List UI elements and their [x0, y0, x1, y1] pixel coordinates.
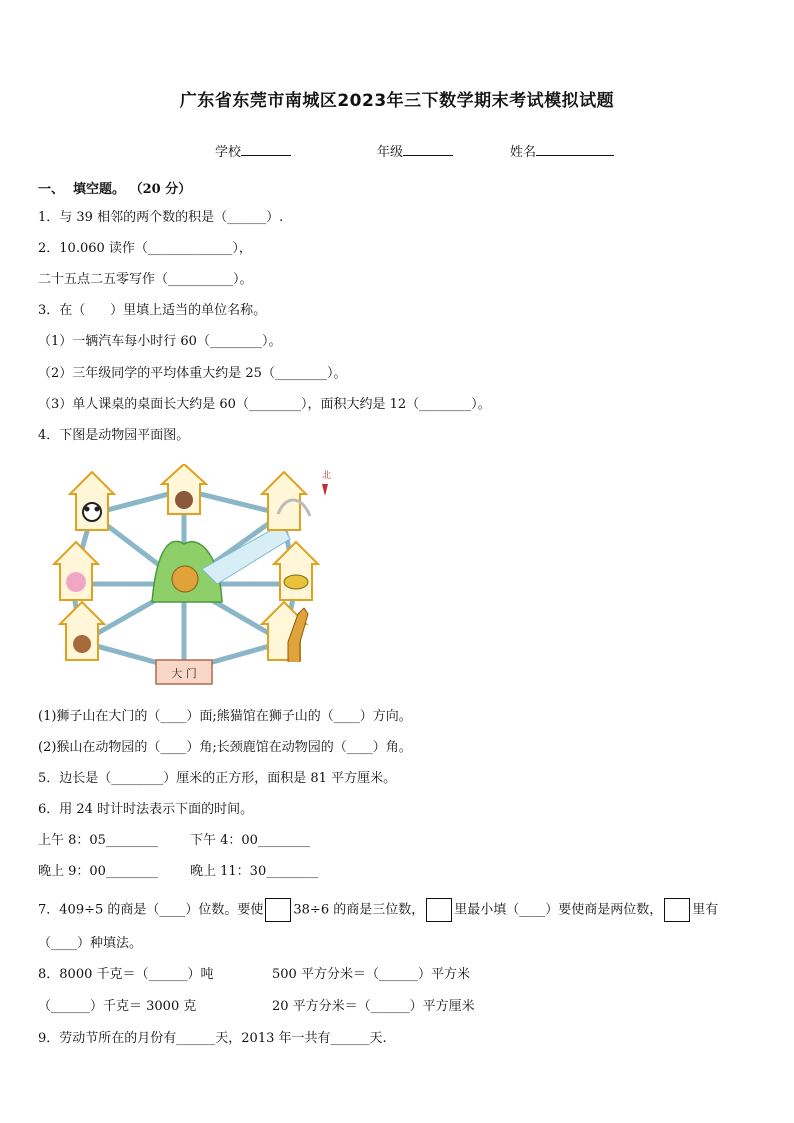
- gate-label: 大 门: [171, 667, 197, 680]
- gorilla-icon: [175, 491, 193, 509]
- question-8a: 8．8000 千克＝（______）吨: [38, 967, 214, 982]
- monkey-icon: [73, 635, 91, 653]
- grade-label: 年级: [377, 145, 404, 160]
- north-arrow-icon: [322, 484, 328, 496]
- time-2: 下午 4：00________: [190, 833, 310, 848]
- question-1: 1．与 39 相邻的两个数的积是（______）.: [38, 210, 284, 225]
- question-8c: （______）千克＝ 3000 克: [38, 999, 197, 1014]
- question-2b: 二十五点二五零写作（__________）。: [38, 272, 253, 287]
- school-blank[interactable]: [241, 143, 291, 156]
- question-3-3: （3）单人课桌的桌面长大约是 60（________），面积大约是 12（________）。: [38, 397, 491, 412]
- answer-box-2[interactable]: [426, 898, 452, 922]
- time-3: 晚上 9：00________: [38, 864, 158, 879]
- fish-icon: [284, 575, 308, 589]
- question-7-cont: （____）种填法。: [38, 936, 143, 951]
- question-5: 5．边长是（________）厘米的正方形，面积是 81 平方厘米。: [38, 771, 397, 786]
- north-label: 北: [322, 471, 332, 481]
- fish-house: [274, 542, 318, 600]
- question-4-1: (1)狮子山在大门的（____）面;熊猫馆在狮子山的（____）方向。: [38, 709, 412, 724]
- answer-box-3[interactable]: [664, 898, 690, 922]
- name-blank[interactable]: [536, 143, 614, 156]
- elephant-icon: [66, 572, 86, 592]
- grade-blank[interactable]: [403, 143, 453, 156]
- section-heading: 一、 填空题。 （20 分）: [38, 182, 192, 197]
- question-8d: 20 平方分米＝（______）平方厘米: [272, 999, 475, 1014]
- question-4-2: (2)猴山在动物园的（____）角;长颈鹿馆在动物园的（____）角。: [38, 740, 412, 755]
- grade-field[interactable]: [377, 141, 453, 160]
- question-4: 4．下图是动物园平面图。: [38, 428, 190, 443]
- panda-icon: [83, 503, 101, 521]
- name-field[interactable]: [510, 141, 614, 160]
- question-3-1: （1）一辆汽车每小时行 60（________）。: [38, 334, 282, 349]
- question-8b: 500 平方分米＝（______）平方米: [272, 967, 470, 982]
- question-6: 6．用 24 时计时法表示下面的时间。: [38, 802, 254, 817]
- school-field[interactable]: [215, 141, 291, 160]
- question-9: 9．劳动节所在的月份有______天，2013 年一共有______天.: [38, 1031, 387, 1046]
- question-7: 7．409÷5 的商是（____）位数。要使 38÷6 的商是三位数， 里最小填（____）要使商是两位数， 里有: [38, 898, 718, 922]
- time-4: 晚上 11：30________: [190, 864, 319, 879]
- question-3: 3．在（ ）里填上适当的单位名称。: [38, 303, 267, 318]
- answer-box-1[interactable]: [265, 898, 291, 922]
- question-2a: 2．10.060 读作（_____________），: [38, 241, 252, 256]
- time-1: 上午 8：05________: [38, 833, 158, 848]
- question-3-2: （2）三年级同学的平均体重大约是 25（________）。: [38, 366, 347, 381]
- lion-icon: [172, 566, 198, 592]
- school-label: 学校: [215, 145, 242, 160]
- zoo-map-figure: [52, 464, 344, 692]
- page-title: 广东省东莞市南城区2023年三下数学期末考试模拟试题: [179, 91, 615, 111]
- river: [202, 524, 290, 584]
- name-label: 姓名: [510, 145, 537, 160]
